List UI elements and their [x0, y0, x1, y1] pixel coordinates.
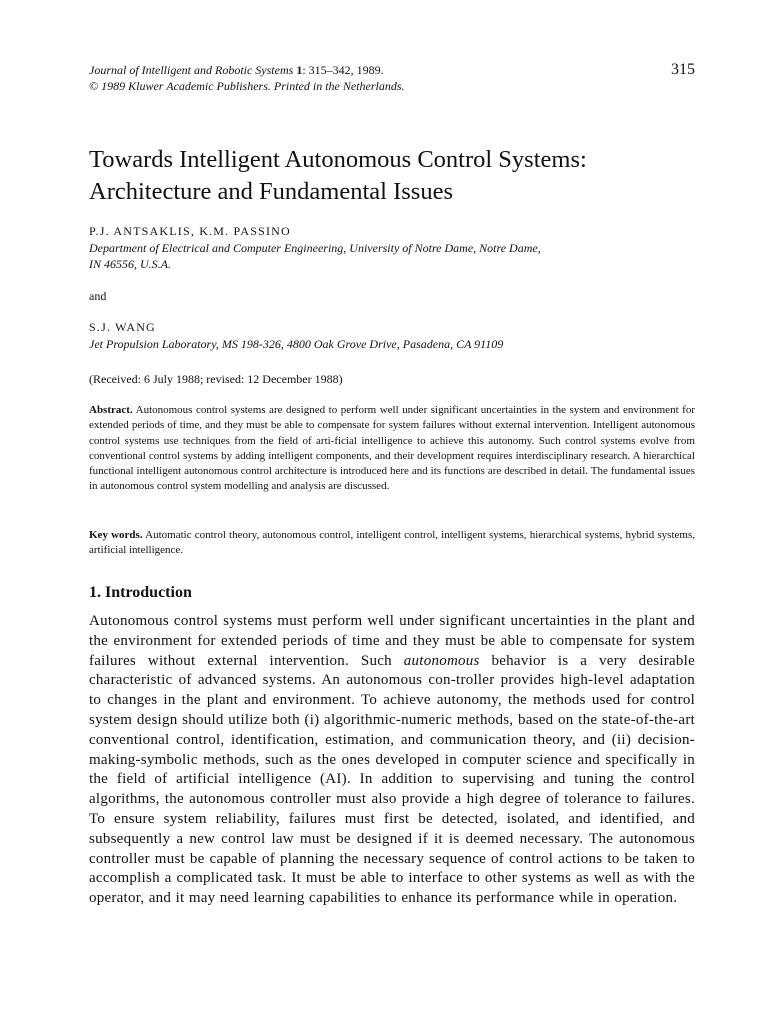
paragraph-emphasis: autonomous: [403, 652, 480, 669]
author-names-2: S.J. WANG: [89, 320, 156, 334]
title-line-1: Towards Intelligent Autonomous Control Systems:: [89, 146, 587, 173]
journal-header: [89, 62, 695, 94]
abstract-text: Autonomous control systems are designed to perform well under significant uncertainties in the system and environment for extended periods of time, and they must be able to compensate for system failures without external intervention. Intelligent autonomous control systems use techniques from the field of arti-ficial intelligence to achieve this autonomy. Such control systems evolve from conventional control systems by adding intelligent components, and their development requires interdisciplinary research. A hierarchical functional intelligent autonomous control architecture is introduced here and its functions are described in detail. The fundamental issues in autonomous control system modelling and analysis are discussed.: [89, 404, 695, 493]
author-names-1: P.J. ANTSAKLIS, K.M. PASSINO: [89, 224, 291, 238]
author-affiliation-1: [89, 240, 695, 272]
copyright-line: © 1989 Kluwer Academic Publishers. Printed in the Netherlands.: [89, 79, 405, 93]
abstract-label: Abstract.: [89, 404, 133, 416]
author-conjunction: and: [89, 289, 107, 303]
author-affiliation-2: [89, 336, 695, 352]
journal-citation-line: [89, 62, 695, 78]
affiliation-1-line-2: IN 46556, U.S.A.: [89, 257, 171, 271]
introduction-paragraph: [89, 612, 695, 909]
paper-title: [89, 144, 695, 208]
affiliation-2-line-1: Jet Propulsion Laboratory, MS 198-326, 4800 Oak Grove Drive, Pasadena, CA 91109: [89, 337, 504, 351]
keywords-text: Automatic control theory, autonomous control, intelligent control, intelligent systems, hierarchical systems, hybrid systems, artificial intelligence.: [89, 529, 695, 557]
section-heading: 1. Introduction: [89, 584, 192, 601]
abstract: [89, 403, 695, 495]
paragraph-part-2: behavior is a very desirable characteristic of advanced systems. An autonomous con-troller provides high-level adaptation to changes in the plant and environment. To achieve autonomy, the methods used for control system design should utilize both (i) algorithmic-numeric methods, based on the state-of-the-art conventional control, identification, estimation, and communication theory, and (ii) decision-making-symbolic methods, such as the ones developed in computer science and specifically in the field of artificial intelligence (AI). In addition to supervising and tuning the control algorithms, the autonomous controller must also provide a high degree of tolerance to failures. To ensure system reliability, failures must first be detected, isolated, and identified, and subsequently a new control law must be designed if it is deemed necessary. The autonomous controller must be capable of planning the necessary sequence of control actions to be taken to accomplish a complicated task. It must be able to interface to other systems as well as with the operator, and it may need learning capabilities to enhance its performance while in operation.: [89, 652, 695, 907]
affiliation-1-line-1: Department of Electrical and Computer Engineering, University of Notre Dame, Notre Dame,: [89, 241, 541, 255]
keywords: [89, 528, 695, 559]
keywords-label: Key words.: [89, 529, 143, 541]
journal-pages-year: : 315–342, 1989.: [302, 63, 384, 77]
received-dates: (Received: 6 July 1988; revised: 12 December 1988): [89, 372, 343, 386]
journal-name: Journal of Intelligent and Robotic Systems: [89, 63, 297, 77]
journal-volume: 1: [296, 63, 303, 77]
page-number: 315: [671, 61, 695, 78]
paragraph-part-1: Autonomous control systems must perform well under significant uncertainties in the plant and the environment for extended periods of time and they must be able to compensate for system failures without external intervention. Such: [89, 613, 695, 669]
title-line-2: Architecture and Fundamental Issues: [89, 178, 453, 205]
